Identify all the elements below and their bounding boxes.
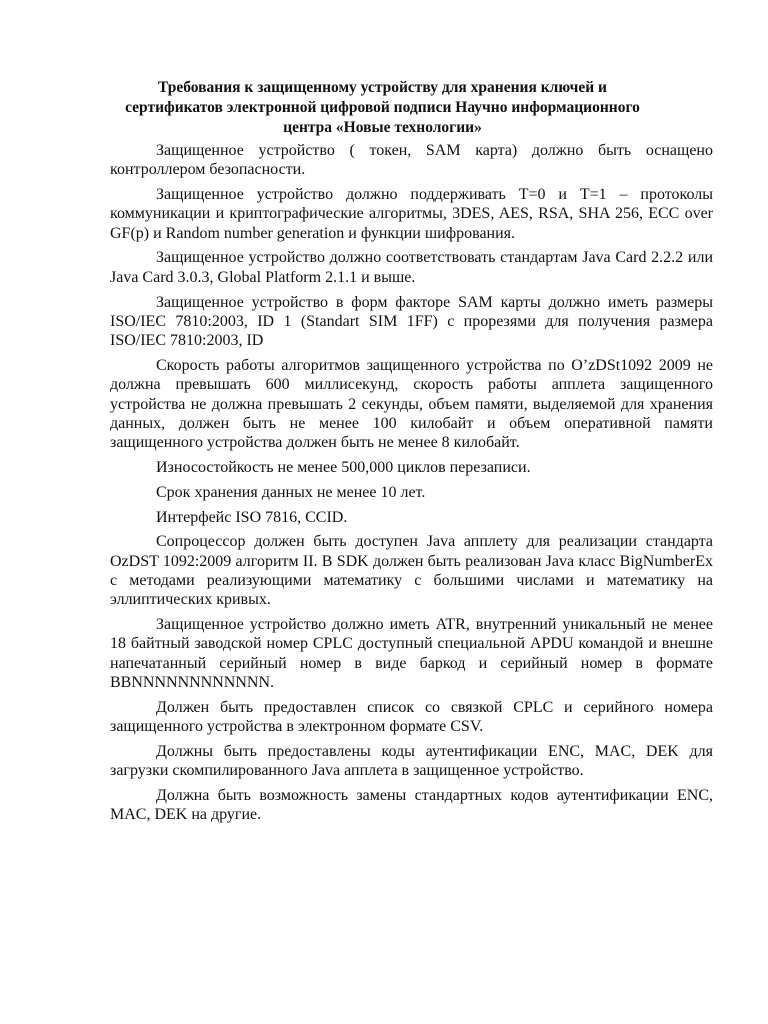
paragraph-4: Защищенное устройство в форм факторе SAM карты должно иметь размеры ISO/IEC 7810:2003, ID 1 (Standart SIM 1FF) с прорезями для получения размера ISO/IEC 7810:2003, ID (110, 293, 713, 350)
paragraph-7: Срок хранения данных не менее 10 лет. (156, 483, 426, 501)
paragraph-13: Должна быть возможность замены стандартных кодов аутентификации ENC, MAC, DEK на другие. (110, 786, 713, 824)
paragraph-10: Защищенное устройство должно иметь ATR, внутренний уникальный не менее 18 байтный заводской номер CPLC доступный специальной APDU командой и внешне напечатанный серийный номер в виде баркод и серийный номер в формате BBNNNNNNNNNNNN. (110, 616, 713, 691)
paragraph-1: Защищенное устройство ( токен, SAM карта) должно быть оснащено контроллером безопасности. (110, 142, 713, 179)
paragraph-5: Скорость работы алгоритмов защищенного устройства по O’zDSt1092 2009 не должна превышать 600 миллисекунд, скорость работы апплета защищенного устройства не должна превышать 2 секунды, объем памяти, выделяемой для хранения данных, должен быть не менее 100 килобайт и объем оперативной памяти защищенного устройства должен быть не менее 8 килобайт. (110, 356, 713, 452)
paragraph-8: Интерфейс ISO 7816, CCID. (156, 508, 348, 526)
document-title: Требования к защищенному устройству для хранения ключей и сертификатов электронной цифровой подписи Научно информационного центра «Новые технологии» (125, 79, 640, 136)
document-body (110, 141, 713, 830)
paragraph-6: Износостойкость не менее 500,000 циклов перезаписи. (156, 458, 531, 476)
paragraph-12: Должны быть предоставлены коды аутентификации ENC, MAC, DEK для загрузки скомпилированного Java апплета в защищенное устройство. (110, 742, 713, 780)
paragraph-2: Защищенное устройство должно поддерживать T=0 и T=1 – протоколы коммуникации и криптографические алгоритмы, 3DES, AES, RSA, SHA 256, ECC over GF(p) и Random number generation и функции шифрования. (110, 186, 713, 242)
paragraph-9: Сопроцессор должен быть доступен Java апплету для реализации стандарта OzDST 1092:2009 алгоритм II. В SDK должен быть реализован Java класс BigNumberEx с методами реализующими математику с большими числами и математику на эллиптических кривых. (110, 533, 713, 609)
paragraph-11: Должен быть предоставлен список со связкой CPLC и серийного номера защищенного устройства в электронном формате CSV. (110, 698, 713, 736)
paragraph-3: Защищенное устройство должно соответствовать стандартам Java Card 2.2.2 или Java Card 3.0.3, Global Platform 2.1.1 и выше. (110, 249, 713, 286)
